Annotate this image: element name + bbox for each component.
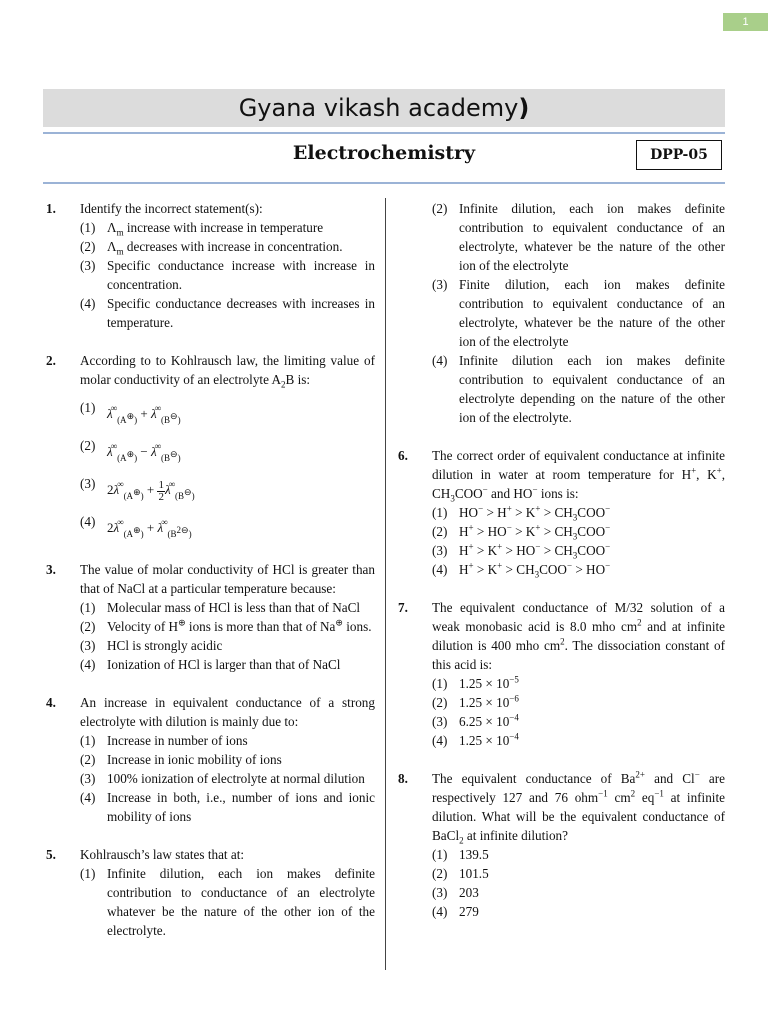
- option-number: (1): [80, 220, 96, 235]
- option-number: (1): [80, 400, 96, 415]
- option: [80, 598, 375, 617]
- option: [80, 294, 375, 332]
- option-number: (2): [432, 866, 448, 881]
- question-7: [395, 598, 725, 750]
- formula: $2\lambda^\infty_{(A^\oplus)}$ + $\frac{1}{2}$ $\lambda^\infty_{(B^⊖)}$: [107, 478, 195, 503]
- option-number: (3): [80, 476, 96, 491]
- option: [80, 864, 375, 940]
- option: (3) $H^+ > K^+ > HO^- > CH_3COO^-$: [432, 541, 611, 561]
- option-number: (3): [80, 771, 96, 786]
- question-number: 2.: [46, 353, 56, 368]
- option: [80, 465, 375, 503]
- option: [432, 845, 725, 864]
- question-number: 7.: [398, 600, 408, 615]
- option-number: (1): [432, 505, 448, 520]
- option-number: (4): [80, 296, 96, 311]
- option-text: Infinite dilution, each ion makes definite contribution to conductance of an electrolyte whatever be the nature of the other ion of the electrolyte.: [107, 866, 375, 938]
- subject-title: Electrochemistry: [292, 142, 476, 164]
- option-number: (1): [432, 676, 448, 691]
- option-number: (1): [432, 847, 448, 862]
- option: [80, 427, 375, 465]
- option-text: Ionization of HCl is larger than that of NaCl: [107, 657, 341, 672]
- academy-title-paren: ): [518, 94, 530, 122]
- question-text: Identify the incorrect statement(s):: [80, 201, 263, 216]
- formula: $2\lambda^\infty_{(A^\oplus)} + \lambda^\infty_{(B^{2⊖})}$: [107, 517, 192, 539]
- option: (3) $6.25 \times 10^{-4}$: [432, 712, 519, 729]
- option: [80, 503, 375, 541]
- option-number: (2): [432, 201, 448, 216]
- left-column: [43, 199, 375, 940]
- header-rule: [43, 132, 725, 134]
- right-column: [395, 199, 725, 921]
- option-text: Increase in ionic mobility of ions: [107, 752, 282, 767]
- option-number: (1): [80, 733, 96, 748]
- question-text: Kohlrausch’s law states that at:: [80, 847, 245, 862]
- option: [80, 750, 375, 769]
- academy-title: Gyana vikash academy: [238, 94, 519, 122]
- option-number: (3): [80, 258, 96, 273]
- option-text: HCl is strongly acidic: [107, 638, 223, 653]
- option: [80, 256, 375, 294]
- question-5-continued: [395, 199, 725, 427]
- formula: $\lambda^\infty_{(A^\oplus)} + \lambda^\infty_{(B^⊖)}$: [107, 403, 181, 425]
- option: [80, 636, 375, 655]
- formula: $\lambda^\infty_{(A^\oplus)} - \lambda^\infty_{(B^⊖)}$: [107, 441, 181, 463]
- option-number: (3): [432, 543, 448, 558]
- option-number: (3): [432, 277, 448, 292]
- option-number: (3): [432, 714, 448, 729]
- question-text: The equivalent conductance of M/32 solution of a weak monobasic acid is 8.0 mho $cm^2$ and at infinite dilution is 400 mho $cm^2$. The dissociation constant of this acid is:: [432, 600, 725, 672]
- option: (2) $\Lambda_m$ decreases with increase in concentration.: [80, 239, 343, 257]
- option-number: (4): [432, 904, 448, 919]
- option-number: (4): [432, 733, 448, 748]
- question-5: [43, 845, 375, 940]
- option-number: (2): [432, 695, 448, 710]
- question-6: [395, 446, 725, 579]
- option-number: (2): [432, 524, 448, 539]
- option-text: Infinite dilution each ion makes definite contribution to equivalent conductance of an electrolyte depending on the nature of the other ion of the electrolyte.: [459, 353, 725, 425]
- question-2: [43, 351, 375, 541]
- option: (2) Velocity of H⊕ ions is more than that of Na⊕ ions.: [80, 617, 372, 634]
- academy-banner: [43, 89, 725, 127]
- option-text: Infinite dilution, each ion makes definite contribution to equivalent conductance of an electrolyte, whatever be the nature of the other ion of the electrolyte: [459, 201, 725, 273]
- question-1: [43, 199, 375, 332]
- option-text: Finite dilution, each ion makes definite contribution to equivalent conductance of an electrolyte, whatever be the nature of the other ion of the electrolyte: [459, 277, 725, 349]
- option-number: (1): [80, 600, 96, 615]
- question-text: An increase in equivalent conductance of a strong electrolyte with dilution is mainly due to:: [80, 695, 375, 729]
- option-number: (4): [80, 514, 96, 529]
- option: [432, 275, 725, 351]
- question-number: 8.: [398, 771, 408, 786]
- option: [80, 731, 375, 750]
- option: (2) $1.25 \times 10^{-6}$: [432, 693, 519, 710]
- option-number: (2): [80, 752, 96, 767]
- option: [432, 351, 725, 427]
- option-number: (4): [80, 790, 96, 805]
- option-text: 101.5: [459, 866, 489, 881]
- question-text: According to to Kohlrausch law, the limiting value of molar conductivity of an electrolyte $A_2B$ is:: [80, 353, 375, 390]
- option-text: 139.5: [459, 847, 489, 862]
- option: [432, 883, 725, 902]
- question-8: [395, 769, 725, 921]
- question-number: 1.: [46, 201, 56, 216]
- option: (1) $1.25 \times 10^{-5}$: [432, 674, 519, 691]
- option-number: (3): [432, 885, 448, 900]
- option: (4) $1.25 \times 10^{-4}$: [432, 731, 519, 748]
- option-number: (4): [80, 657, 96, 672]
- option-number: (4): [432, 353, 448, 368]
- option: (4) $H^+ > K^+ > CH_3COO^- > HO^-$: [432, 560, 611, 580]
- question-number: 6.: [398, 448, 408, 463]
- option-number: (3): [80, 638, 96, 653]
- option-text: Increase in both, i.e., number of ions and ionic mobility of ions: [107, 790, 375, 824]
- option-text: Specific conductance decreases with increases in temperature.: [107, 296, 375, 330]
- option-text: 279: [459, 904, 479, 919]
- option-number: (2): [80, 438, 96, 453]
- option: (1) $\Lambda_m$ increase with increase in temperature: [80, 220, 324, 238]
- option: [432, 902, 725, 921]
- question-number: 5.: [46, 847, 56, 862]
- option-number: (1): [80, 866, 96, 881]
- option: [80, 769, 375, 788]
- option: [80, 788, 375, 826]
- option-text: Molecular mass of HCl is less than that of NaCl: [107, 600, 361, 615]
- option: (2) $H^+ > HO^- > K^+ > CH_3COO^-$: [432, 522, 611, 542]
- option: (1) $HO^- > H^+ > K^+ > CH_3COO^-$: [432, 503, 611, 523]
- option-text: Specific conductance increase with increase in concentration.: [107, 258, 375, 292]
- option-number: (2): [80, 619, 96, 634]
- question-text: The correct order of equivalent conductance at infinite dilution in water at room temperature for H+, K+, $CH_3COO^-$ and HO− ions is:: [432, 448, 725, 504]
- option: [432, 199, 725, 275]
- header-bottom-rule: [43, 182, 725, 184]
- option: [80, 655, 375, 674]
- option-number: (2): [80, 239, 96, 254]
- column-divider: [385, 198, 386, 970]
- question-text: The value of molar conductivity of HCl is greater than that of NaCl at a particular temperature because:: [80, 562, 375, 596]
- option-text: Increase in number of ions: [107, 733, 248, 748]
- dpp-label: DPP-05: [636, 140, 722, 170]
- option: [80, 389, 375, 427]
- option-text: 203: [459, 885, 479, 900]
- page-number: 1: [723, 13, 768, 31]
- question-3: [43, 560, 375, 674]
- question-number: 3.: [46, 562, 56, 577]
- option-number: (4): [432, 562, 448, 577]
- option: [432, 864, 725, 883]
- question-text: The equivalent conductance of $Ba^{2+}$ and Cl− are respectively 127 and 76 ohm$^{-1}$ $cm^2$ $eq^{-1}$ at infinite dilution. What will be the equivalent conductance of BaCl$_2$ at infinite dilution?: [432, 769, 725, 846]
- question-number: 4.: [46, 695, 56, 710]
- option-text: 100% ionization of electrolyte at normal dilution: [107, 771, 365, 786]
- question-4: [43, 693, 375, 826]
